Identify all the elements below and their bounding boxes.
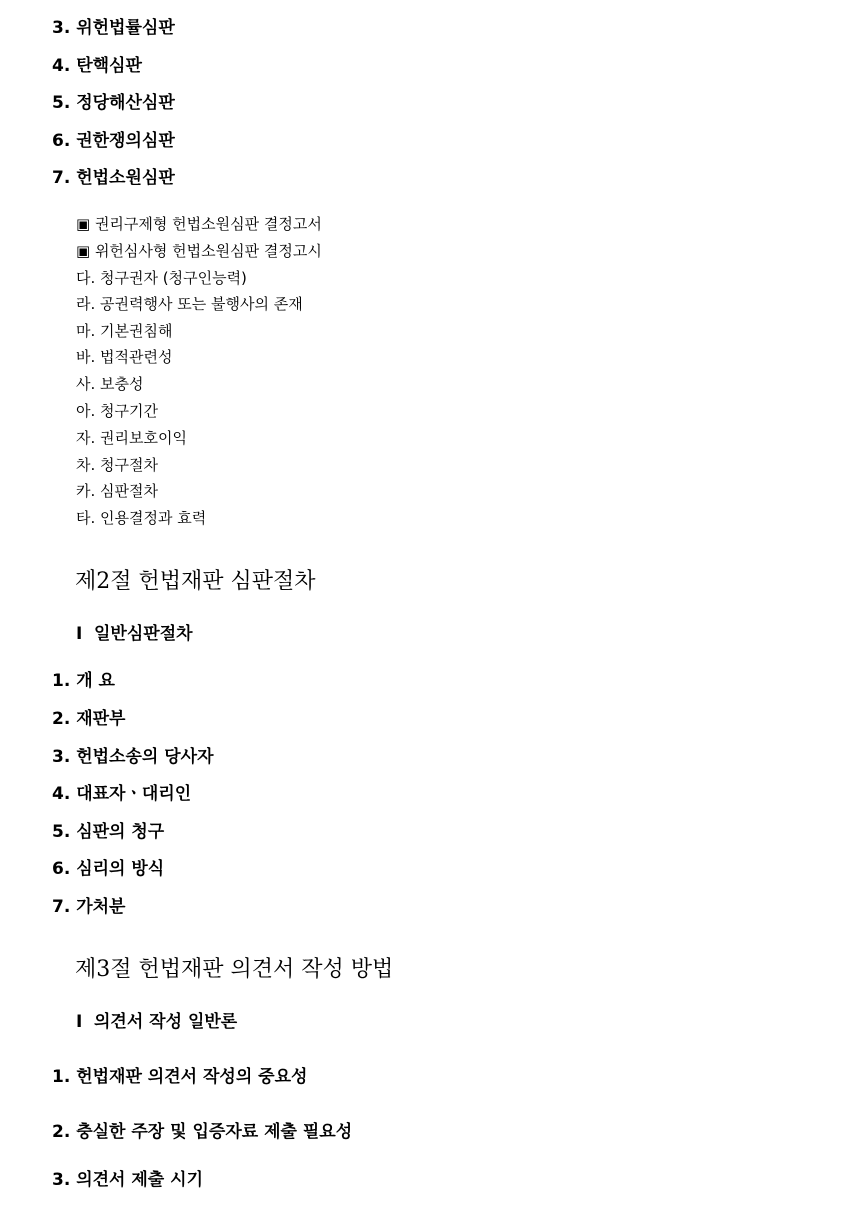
list-item: 2. 재판부 — [52, 709, 126, 729]
sub-list-item: ▣ 위헌심사형 헌법소원심판 결정고시 — [76, 242, 322, 260]
sub-list-item: 카. 심판절차 — [76, 482, 158, 500]
list-item: 6. 심리의 방식 — [52, 859, 165, 879]
list-item: 2. 충실한 주장 및 입증자료 제출 필요성 — [52, 1122, 353, 1142]
list-item: 3. 위헌법률심판 — [52, 18, 175, 38]
sub-list-item: 다. 청구권자 (청구인능력) — [76, 269, 247, 287]
sub-list-item: 아. 청구기간 — [76, 402, 158, 420]
list-item: 5. 심판의 청구 — [52, 822, 165, 842]
sub-list-item: 타. 인용결정과 효력 — [76, 509, 207, 527]
roman-numeral-mark: Ⅰ — [76, 1012, 83, 1032]
sub-list-item: 라. 공권력행사 또는 불행사의 존재 — [76, 295, 303, 313]
subsection-title: 일반심판절차 — [94, 624, 193, 644]
subsection-heading — [76, 1014, 237, 1031]
list-item: 6. 권한쟁의심판 — [52, 131, 175, 151]
list-item: 4. 대표자ㆍ대리인 — [52, 784, 192, 804]
subsection-title: 의견서 작성 일반론 — [94, 1012, 238, 1032]
sub-list-item: 마. 기본권침해 — [76, 322, 173, 340]
sub-list-item: 자. 권리보호이익 — [76, 429, 187, 447]
list-item: 3. 의견서 제출 시기 — [52, 1170, 203, 1190]
section-title: 제2절 헌법재판 심판절차 — [75, 569, 316, 594]
list-item: 7. 가처분 — [52, 897, 126, 917]
list-item: 1. 헌법재판 의견서 작성의 중요성 — [52, 1067, 308, 1087]
list-item: 7. 헌법소원심판 — [52, 168, 175, 188]
sub-list-item: ▣ 권리구제형 헌법소원심판 결정고서 — [76, 215, 322, 233]
sub-list-item: 사. 보충성 — [76, 375, 144, 393]
sub-list-item: 바. 법적관련성 — [76, 348, 173, 366]
roman-numeral-mark: Ⅰ — [76, 624, 83, 644]
list-item: 1. 개 요 — [52, 671, 115, 691]
list-item: 4. 탄핵심판 — [52, 56, 142, 76]
list-item: 3. 헌법소송의 당사자 — [52, 747, 214, 767]
sub-list-item: 차. 청구절차 — [76, 456, 158, 474]
subsection-heading — [76, 626, 193, 643]
section-title: 제3절 헌법재판 의견서 작성 방법 — [75, 957, 394, 982]
list-item: 5. 정당해산심판 — [52, 93, 175, 113]
